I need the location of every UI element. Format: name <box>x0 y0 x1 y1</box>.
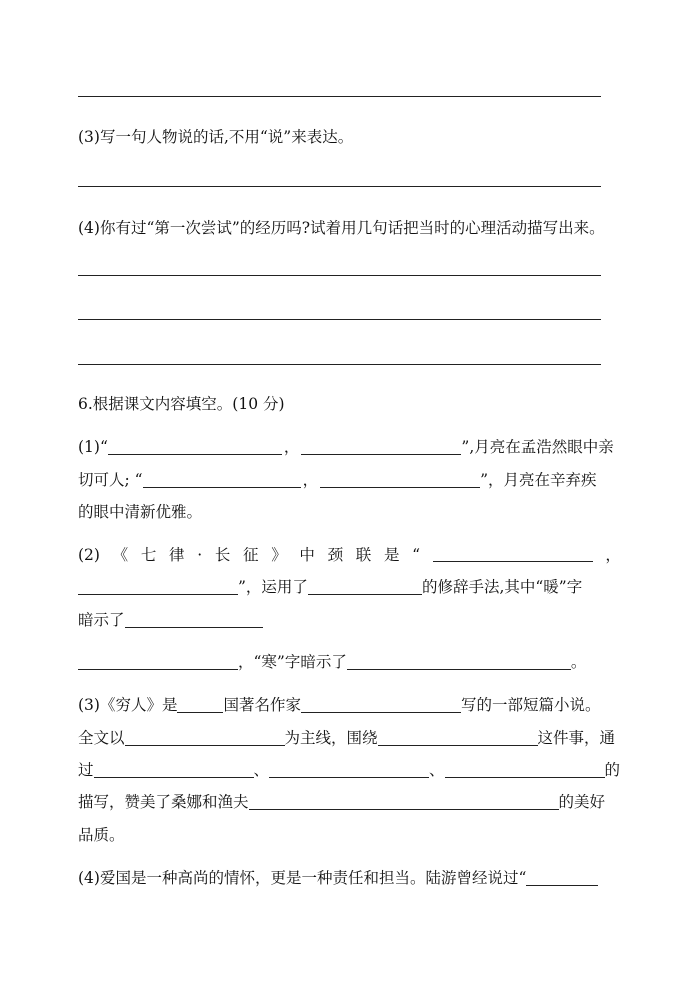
q6-2-comma: ， <box>605 546 621 564</box>
blank-q6-3-country[interactable] <box>177 696 223 713</box>
q6-2-char: 《 <box>112 546 129 564</box>
q6-3-text-7: 过 <box>78 761 94 779</box>
answer-line-q3[interactable] <box>78 186 601 187</box>
q6-2-period: 。 <box>570 653 587 671</box>
blank-q6-2-e[interactable] <box>78 653 238 670</box>
q6-2-line2 <box>78 577 582 597</box>
blank-q6-1-d[interactable] <box>320 471 480 488</box>
q6-2-line1 <box>78 545 621 565</box>
blank-q6-3-event[interactable] <box>378 729 538 746</box>
q6-1-line2-start: 切可人; “ <box>78 471 143 489</box>
q6-4-line1 <box>78 868 598 888</box>
blank-q6-3-desc-a[interactable] <box>94 761 254 778</box>
question-3-prompt: (3)写一句人物说的话,不用“说”来表达。 <box>78 128 354 146</box>
q6-1-comma-2: ， <box>302 471 319 489</box>
q6-2-anshi: 暗示了 <box>78 611 125 629</box>
answer-line-q4-3[interactable] <box>78 364 601 365</box>
q6-1-comma: ， <box>283 438 300 456</box>
q6-2-char: 律 <box>169 546 185 564</box>
blank-q6-2-d[interactable] <box>125 611 263 628</box>
q6-3-text-6: 这件事，通 <box>537 729 616 747</box>
q6-2-mid: ”，运用了 <box>238 578 308 596</box>
q6-3-text-1: (3)《穷人》是 <box>78 696 178 714</box>
q6-3-text-2: 国著名作家 <box>223 696 301 714</box>
q6-3-line2 <box>78 728 615 748</box>
q6-1-after1: ”,月亮在孟浩然眼中亲 <box>461 438 614 456</box>
q6-1-line3: 的眼中清新优雅。 <box>78 503 203 521</box>
blank-q6-2-a[interactable] <box>433 545 593 562</box>
answer-line-q4-1[interactable] <box>78 275 601 276</box>
q6-4-text: (4)爱国是一种高尚的情怀，更是一种责任和担当。陆游曾经说过“ <box>78 869 527 887</box>
q6-3-line5: 品质。 <box>78 826 125 844</box>
q6-1-line2 <box>78 470 597 490</box>
q6-2-char: 中 <box>299 546 315 564</box>
q6-3-line4 <box>78 792 605 812</box>
answer-line-q2[interactable] <box>78 96 601 97</box>
blank-q6-1-a[interactable] <box>108 438 282 455</box>
q6-3-line1 <box>78 695 601 715</box>
blank-q6-3-quality[interactable] <box>249 793 559 810</box>
q6-2-char: 七 <box>140 546 157 564</box>
q6-3-dun-2: 、 <box>429 761 445 779</box>
blank-q6-1-b[interactable] <box>301 438 461 455</box>
q6-3-dun-1: 、 <box>253 761 270 779</box>
q6-1-label: (1)“ <box>78 438 108 456</box>
q6-3-text-9: 描写，赞美了桑娜和渔夫 <box>78 793 249 811</box>
q6-2-char: 》 <box>271 546 287 564</box>
blank-q6-3-author[interactable] <box>301 696 461 713</box>
blank-q6-2-c[interactable] <box>308 578 422 595</box>
blank-q6-2-b[interactable] <box>78 578 238 595</box>
q6-2-char: 联 <box>355 546 372 564</box>
blank-q6-4-quote[interactable] <box>526 869 598 886</box>
q6-2-char: “ <box>412 546 421 564</box>
blank-q6-3-desc-b[interactable] <box>269 761 429 778</box>
q6-1-after2: ”，月亮在辛弃疾 <box>480 471 597 489</box>
q6-2-comma2: ，“寒”字暗示了 <box>238 653 347 671</box>
q6-3-line3 <box>78 760 620 780</box>
q6-2-char: (2) <box>78 546 100 564</box>
answer-line-q4-2[interactable] <box>78 319 601 320</box>
q6-2-char: 长 <box>214 546 231 564</box>
q6-2-mid2: 的修辞手法,其中“暖”字 <box>421 578 583 596</box>
q6-2-char: 征 <box>243 546 259 564</box>
q6-3-text-5: 为主线，围绕 <box>284 729 378 747</box>
q6-2-char: · <box>197 546 203 564</box>
q6-3-text-4: 全文以 <box>78 729 125 747</box>
q6-1-line1 <box>78 437 614 457</box>
blank-q6-2-f[interactable] <box>347 653 571 670</box>
q6-2-char: 颈 <box>327 546 344 564</box>
q6-2-line4 <box>78 652 586 672</box>
q6-3-text-3: 写的一部短篇小说。 <box>460 696 601 714</box>
q6-2-char: 是 <box>383 546 400 564</box>
q6-3-text-10: 的美好 <box>558 793 606 811</box>
blank-q6-3-desc-c[interactable] <box>445 761 605 778</box>
question-4-prompt: (4)你有过“第一次尝试”的经历吗?试着用几句话把当时的心理活动描写出来。 <box>78 219 605 237</box>
blank-q6-1-c[interactable] <box>143 471 301 488</box>
blank-q6-3-thread[interactable] <box>125 729 285 746</box>
question-6-heading: 6.根据课文内容填空。(10 分) <box>78 395 285 413</box>
q6-2-line3 <box>78 610 263 630</box>
q6-3-text-8: 的 <box>604 761 621 779</box>
